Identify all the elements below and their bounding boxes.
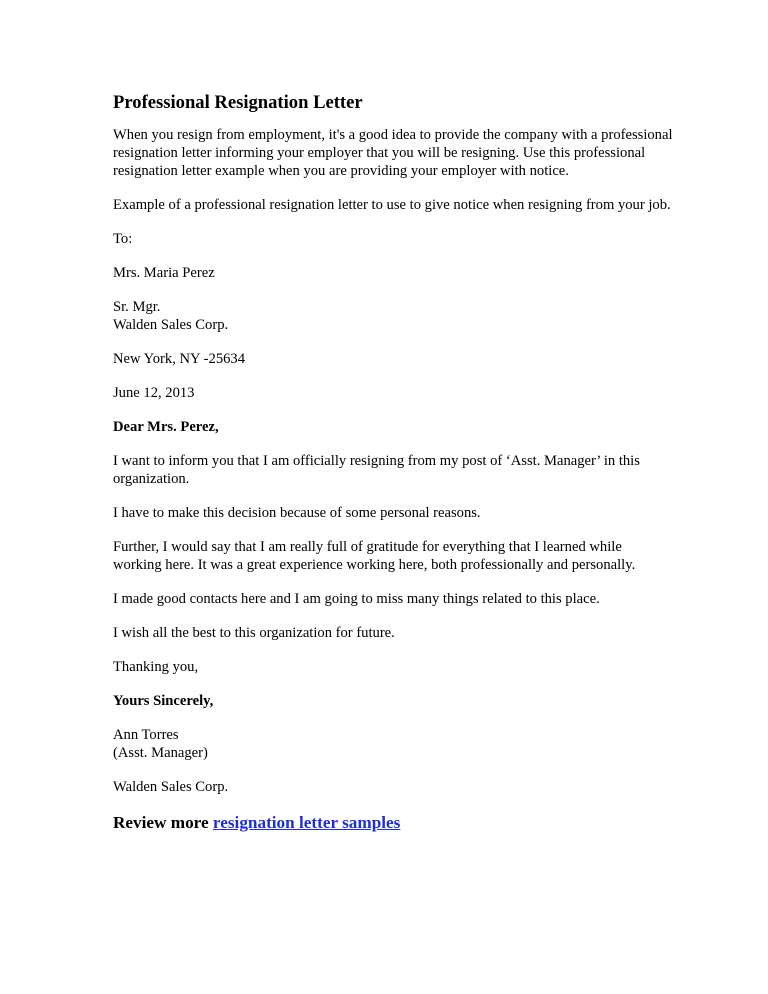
sender-name: Ann Torres [113, 727, 179, 743]
body-paragraph: Further, I would say that I am really full of gratitude for everything that I learned while working here. It was a great experience working here, both professionally and personally. [113, 539, 636, 573]
recipient-name: Mrs. Maria Perez [113, 265, 215, 281]
document-title: Professional Resignation Letter [113, 92, 363, 113]
intro-paragraph-2: Example of a professional resignation letter to use to give notice when resigning from your job. [113, 197, 671, 213]
resignation-samples-link[interactable]: resignation letter samples [212, 813, 401, 832]
letter-date: June 12, 2013 [113, 385, 195, 401]
recipient-title: Sr. Mgr. [113, 299, 161, 315]
thanks-line: Thanking you, [113, 659, 199, 675]
salutation: Dear Mrs. Perez, [113, 419, 219, 435]
body-paragraph: I want to inform you that I am officially resigning from my post of ‘Asst. Manager’ in this organization. [113, 453, 640, 487]
recipient-company: Walden Sales Corp. [113, 317, 229, 333]
body-paragraph: I made good contacts here and I am going to miss many things related to this place. [113, 591, 600, 607]
recipient-block [113, 298, 673, 334]
recipient-address: New York, NY -25634 [113, 351, 246, 367]
intro-paragraph-1: When you resign from employment, it's a good idea to provide the company with a professional resignation letter informing your employer that you will be resigning. Use this professional resignation letter example when you are providing your employer with notice. [113, 127, 673, 179]
to-label: To: [113, 231, 133, 247]
sender-company: Walden Sales Corp. [113, 779, 229, 795]
review-prefix: Review more [113, 813, 209, 832]
body-paragraph: I have to make this decision because of some personal reasons. [113, 505, 481, 521]
review-more [113, 812, 673, 834]
signature-block [113, 726, 673, 762]
document-page [113, 92, 673, 834]
closing-line: Yours Sincerely, [113, 693, 214, 709]
sender-title: (Asst. Manager) [113, 745, 208, 761]
body-paragraph: I wish all the best to this organization for future. [113, 625, 395, 641]
